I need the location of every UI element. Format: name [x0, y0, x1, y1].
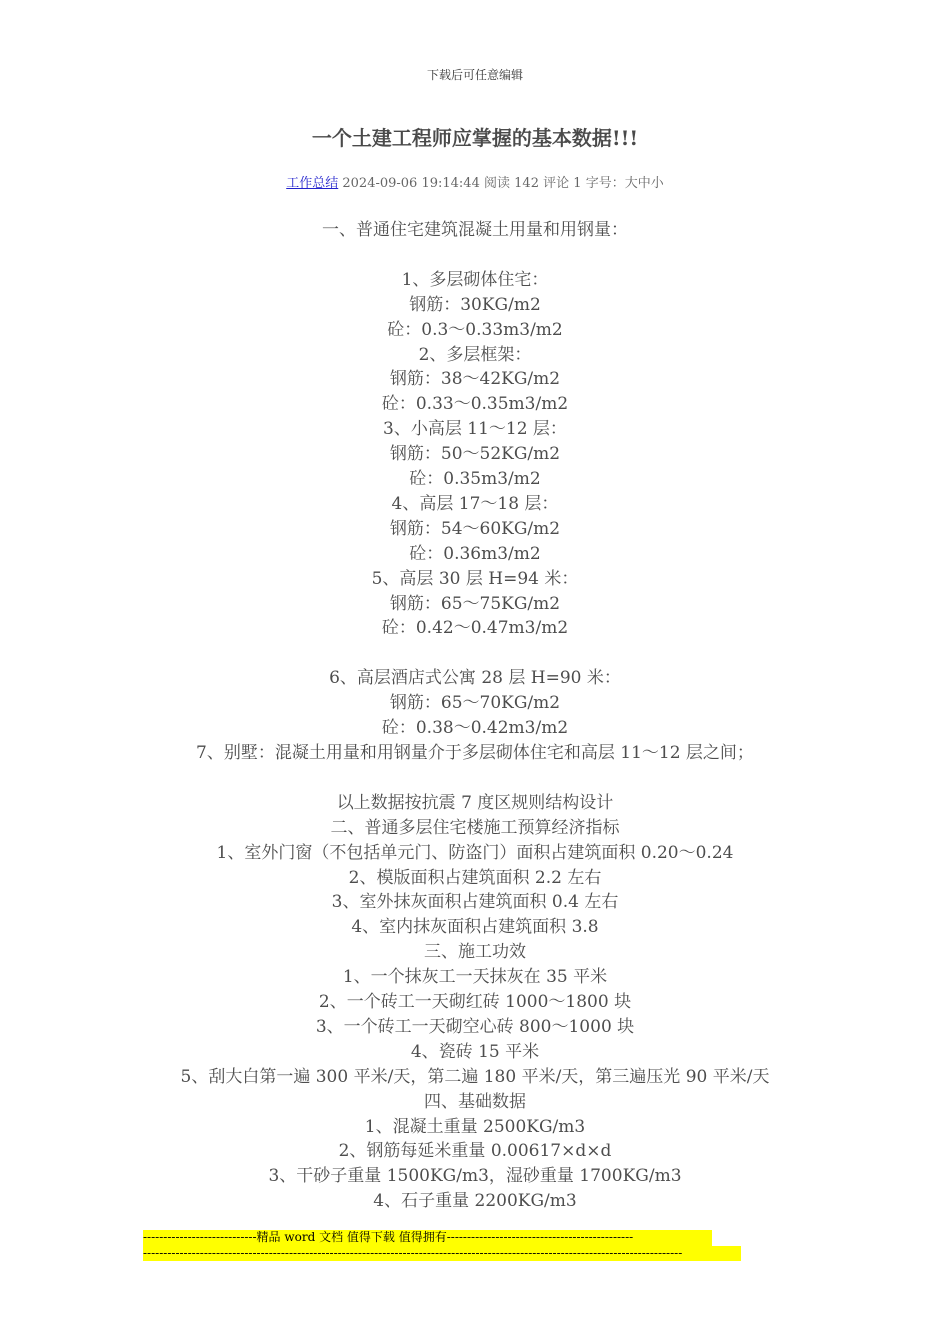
content-line: 1、混凝土重量 2500KG/m3 — [364, 1116, 586, 1137]
content-line: 砼：0.3～0.33m3/m2 — [387, 319, 563, 340]
content-line: 4、石子重量 2200KG/m3 — [373, 1191, 577, 1212]
font-size-label: 字号： — [585, 176, 625, 191]
content-line: 4、瓷砖 15 平米 — [410, 1041, 540, 1062]
font-size-medium-option[interactable]: 中 — [637, 176, 651, 191]
content-line: 1、多层砌体住宅： — [401, 269, 549, 290]
content-line: 钢筋：65～70KG/m2 — [389, 693, 561, 714]
content-line: 砼：0.36m3/m2 — [409, 543, 541, 564]
comment-label: 评论 — [543, 176, 570, 191]
content-line: 钢筋：54～60KG/m2 — [389, 518, 561, 539]
font-size-large-option[interactable]: 大 — [624, 176, 638, 191]
content-line: 砼：0.35m3/m2 — [409, 469, 541, 490]
blank-line — [0, 766, 950, 791]
content-line: 一、普通住宅建筑混凝土用量和用钢量： — [322, 220, 628, 240]
content-line: 2、一个砖工一天砌红砖 1000～1800 块 — [318, 992, 632, 1013]
content-line: 4、室内抹灰面积占建筑面积 3.8 — [351, 917, 599, 938]
content-line: 3、小高层 11～12 层： — [383, 419, 567, 440]
content-line: 钢筋：30KG/m2 — [409, 294, 541, 315]
content-line: 钢筋：65～75KG/m2 — [389, 593, 561, 614]
content-line: 3、干砂子重量 1500KG/m3，湿砂重量 1700KG/m3 — [268, 1166, 682, 1187]
content-line: 6、高层酒店式公寓 28 层 H=90 米： — [329, 668, 621, 689]
content-line: 四、基础数据 — [424, 1091, 526, 1112]
font-size-small-option[interactable]: 小 — [650, 176, 664, 191]
page-header-note: 下载后可任意编辑 — [426, 68, 523, 82]
article-meta — [0, 174, 950, 194]
article-body — [0, 218, 950, 1214]
content-line: 1、一个抹灰工一天抹灰在 35 平米 — [342, 967, 608, 988]
content-line: 以上数据按抗震 7 度区规则结构设计 — [336, 792, 614, 813]
content-line: 钢筋：50～52KG/m2 — [389, 444, 561, 465]
content-line: 1、室外门窗（不包括单元门、防盗门）面积占建筑面积 0.20～0.24 — [216, 842, 734, 863]
category-link[interactable]: 工作总结 — [286, 176, 339, 191]
footer-banner — [143, 1230, 741, 1261]
content-line: 4、高层 17～18 层： — [391, 493, 559, 514]
content-line: 2、钢筋每延米重量 0.00617×d×d — [338, 1141, 612, 1162]
content-line: 3、室外抹灰面积占建筑面积 0.4 左右 — [331, 892, 619, 913]
read-count: 142 — [514, 176, 539, 191]
content-line: 5、高层 30 层 H=94 米： — [371, 568, 579, 589]
content-line: 砼：0.42～0.47m3/m2 — [381, 618, 569, 639]
read-label: 阅读 — [484, 176, 511, 191]
content-line: 砼：0.38～0.42m3/m2 — [381, 718, 569, 739]
content-line: 5、刮大白第一遍 300 平米/天，第二遍 180 平米/天，第三遍压光 90 平米/天 — [180, 1066, 770, 1087]
content-line: 7、别墅：混凝土用量和用钢量介于多层砌体住宅和高层 11～12 层之间； — [196, 743, 754, 763]
content-line: 三、施工功效 — [424, 942, 526, 963]
comment-count: 1 — [573, 176, 582, 191]
article-title: 一个土建工程师应掌握的基本数据!!! — [311, 126, 639, 150]
blank-line — [0, 641, 950, 666]
blank-line — [0, 243, 950, 268]
content-line: 二、普通多层住宅楼施工预算经济指标 — [330, 817, 620, 838]
content-line: 钢筋：38～42KG/m2 — [389, 369, 561, 390]
content-line: 2、多层框架： — [418, 344, 532, 365]
content-line: 3、一个砖工一天砌空心砖 800～1000 块 — [315, 1016, 635, 1037]
publish-datetime: 2024-09-06 19:14:44 — [342, 176, 480, 191]
content-line: 砼：0.33～0.35m3/m2 — [381, 394, 569, 415]
content-line: 2、模版面积占建筑面积 2.2 左右 — [348, 867, 602, 888]
footer-banner-line: ----------------------------精品 word 文档 值得下载 值得拥有---------------------------------------------- — [143, 1230, 712, 1246]
footer-banner-divider: ------------------------------------------------------------------------------------------------------------------------------------- — [143, 1246, 741, 1262]
